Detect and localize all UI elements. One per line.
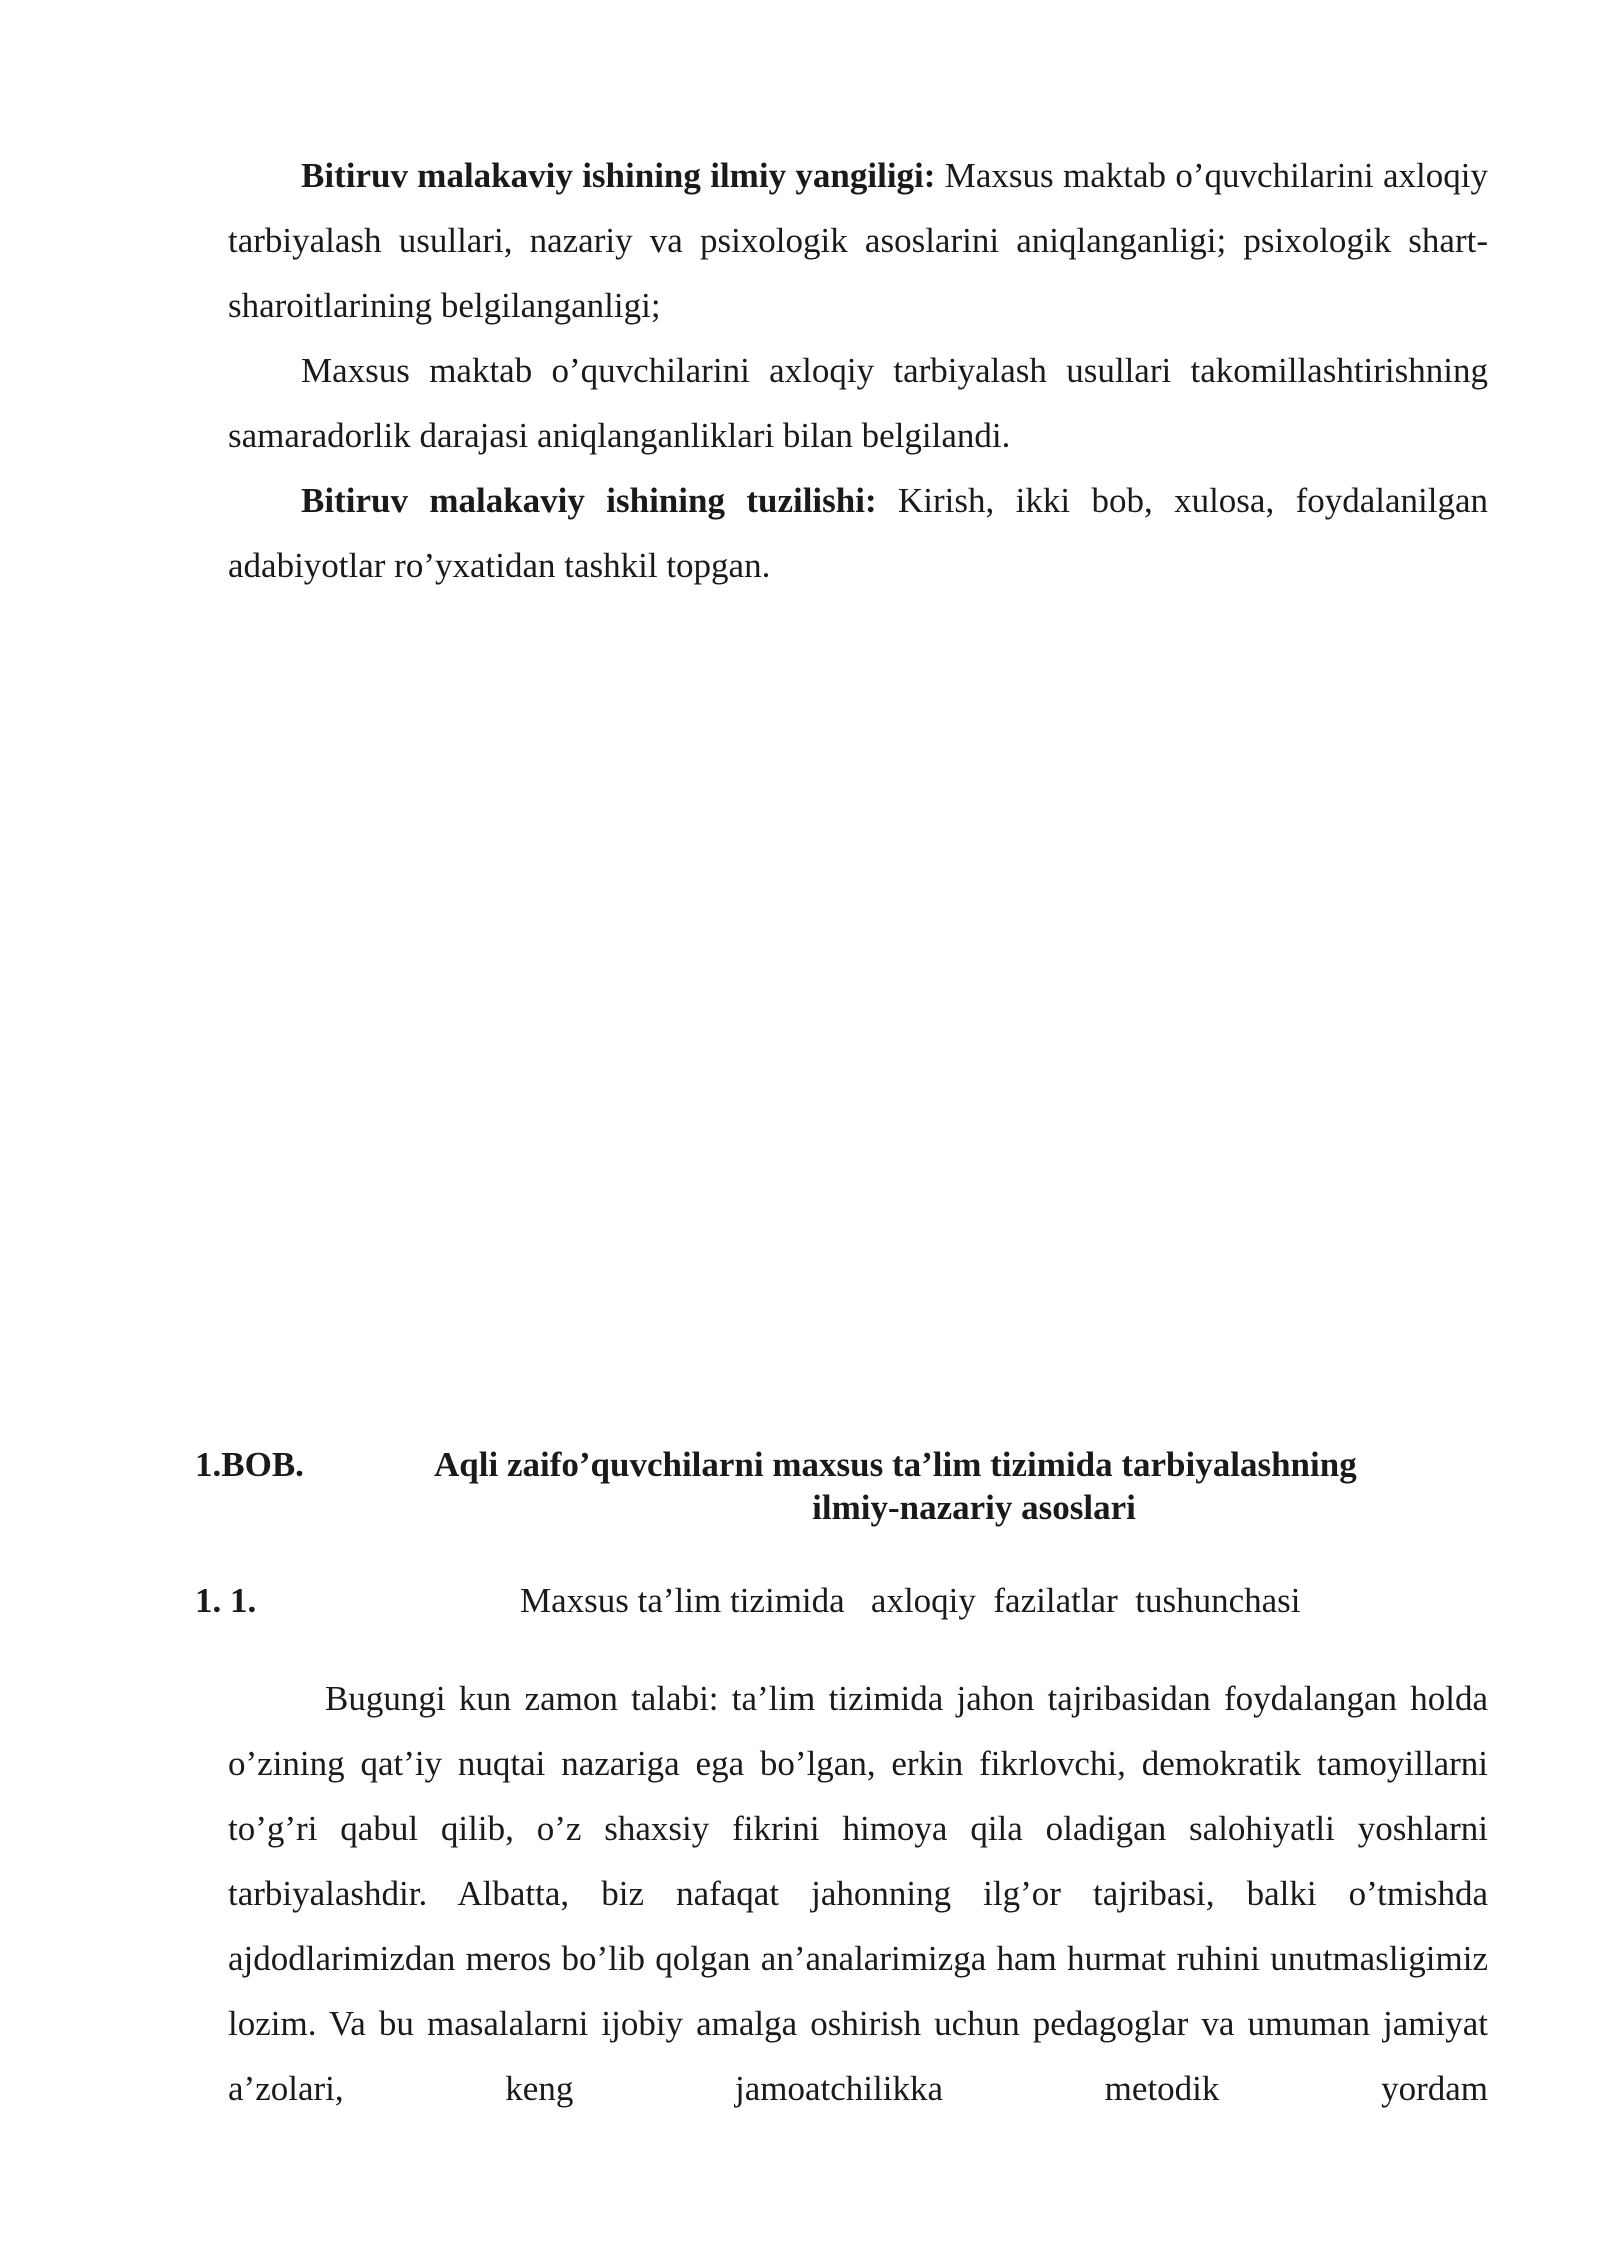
structure-paragraph (228, 468, 1488, 598)
structure-label: Bitiruv malakaviy ishining tuzilishi: (301, 481, 877, 520)
novelty-text: Maxsus maktab o’quvchilarini axloqiy tarbiyalash usullari, nazariy va psixologik asoslarini aniqlanganligi; psixologik shart-sharoitlarining belgilanganligi; (228, 156, 1488, 325)
body-text: Bugungi kun zamon talabi: ta’lim tizimida jahon tajribasidan foydalangan holda o’zining qat’iy nuqtai nazariga ega bo’lgan, erkin fikrlovchi, demokratik tamoyillarni to’g’ri qabul qilib, o’z shaxsiy fikrini himoya qila oladigan salohiyatli yoshlarni tarbiyalashdir. Albatta, biz nafaqat jahonning ilg’or tajribasi, balki o’tmishda ajdodlarimizdan meros bo’lib qolgan an’analarimizga ham hurmat ruhini unutmasligimiz lozim. Va bu masalalarni ijobiy amalga oshirish uchun pedagoglar va umuman jamiyat a’zolari, keng jamoatchilikka metodik yordam (228, 1679, 1488, 2108)
effectiveness-paragraph (228, 338, 1488, 468)
subsection-number: 1. 1. (195, 1581, 257, 1620)
effectiveness-text: Maxsus maktab o’quvchilarini axloqiy tarbiyalash usullari takomillashtirishning samaradorlik darajasi aniqlanganliklari bilan belgilandi. (228, 351, 1488, 455)
body-paragraph (228, 1666, 1488, 2121)
novelty-label: Bitiruv malakaviy ishining ilmiy yangiligi: (301, 156, 936, 195)
subsection-title: Maxsus ta’lim tizimida axloqiy fazilatlar tushunchasi (520, 1581, 1301, 1620)
novelty-section (228, 143, 1488, 598)
body-section (228, 1666, 1488, 2121)
novelty-paragraph (228, 143, 1488, 338)
structure-text: Kirish, ikki bob, xulosa, foydalanilgan adabiyotlar ro’yxatidan tashkil topgan. (228, 481, 1488, 585)
chapter-title-line1: Aqli zaifo’quvchilarni maxsus ta’lim tizimida tarbiyalashning (434, 1445, 1357, 1484)
chapter-title-line2: ilmiy-nazariy asoslari (812, 1488, 1136, 1527)
chapter-number: 1.BOB. (195, 1445, 304, 1484)
